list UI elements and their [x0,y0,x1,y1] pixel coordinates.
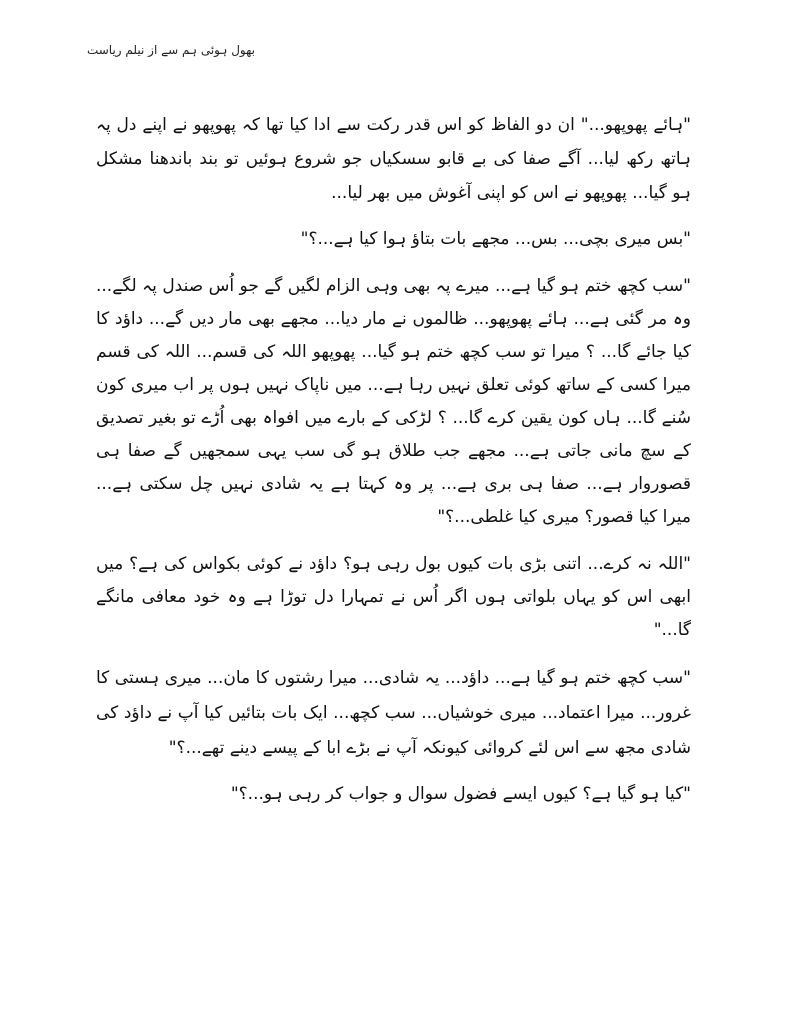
paragraph-1: "ہائے پھوپھو..." ان دو الفاظ کو اس قدر رکت سے ادا کیا تھا کہ پھوپھو نے اپنے دل پہ ہاتھ رکھ لیا... آگے صفا کی بے قابو سسکیاں جو شروع ہوئیں تو بند باندھنا مشکل ہو گیا... پھوپھو نے اس کو اپنی آغوش میں بھر لیا... [96,115,691,203]
paragraph-2: "بس میری بچی... بس... مجھے بات بتاؤ ہوا کیا ہے...؟" [300,229,691,249]
running-header: بھول ہوئی ہم سے از نیلم ریاست [86,43,255,57]
paragraph-4: "اللہ نہ کرے... اتنی بڑی بات کیوں بول رہی ہو؟ داؤد نے کوئی بکواس کی ہے؟ میں ابھی اس کو یہاں بلواتی ہوں اگر اُس نے تمہارا دل توڑا ہے وہ خود معافی مانگے گا..." [96,554,691,640]
body-text [96,108,691,811]
paragraph-3: "سب کچھ ختم ہو گیا ہے... میرے پہ بھی وہی الزام لگیں گے جو اُس صندل پہ لگے... وہ مر گئی ہے... ہائے پھوپھو... ظالموں نے مار دیا... مجھے بھی مار دیں گے... داؤد کا کیا جائے گا... ؟ میرا تو سب کچھ ختم ہو گیا... پھوپھو اللہ کی قسم... اللہ کی قسم میرا کسی کے ساتھ کوئی تعلق نہیں رہا ہے... میں ناپاک نہیں ہوں پر اب میری کون سُنے گا... ہاں کون یقین کرے گا... ؟ لڑکی کے بارے میں افواہ بھی اُڑے تو بغیر تصدیق کے سچ مانی جاتی ہے... مجھے جب طلاق ہو گی سب یہی سمجھیں گے صفا ہی قصوروار ہے... صفا ہی بری ہے... پر وہ کہتا ہے یہ شادی نہیں چل سکتی ہے... میرا کیا قصور؟ میری کیا غلطی...؟" [96,276,691,527]
paragraph-5: "سب کچھ ختم ہو گیا ہے... داؤد... یہ شادی... میرا رشتوں کا مان... میری ہستی کا غرور... میرا اعتماد... میری خوشیاں... سب کچھ... ایک بات بتائیں کیا آپ نے داؤد کی شادی مجھ سے اس لئے کروائی کیونکہ آپ نے بڑے ابا کے پیسے دینے تھے...؟" [96,668,691,758]
paragraph-6: "کیا ہو گیا ہے؟ کیوں ایسے فضول سوال و جواب کر رہی ہو...؟" [230,784,691,804]
